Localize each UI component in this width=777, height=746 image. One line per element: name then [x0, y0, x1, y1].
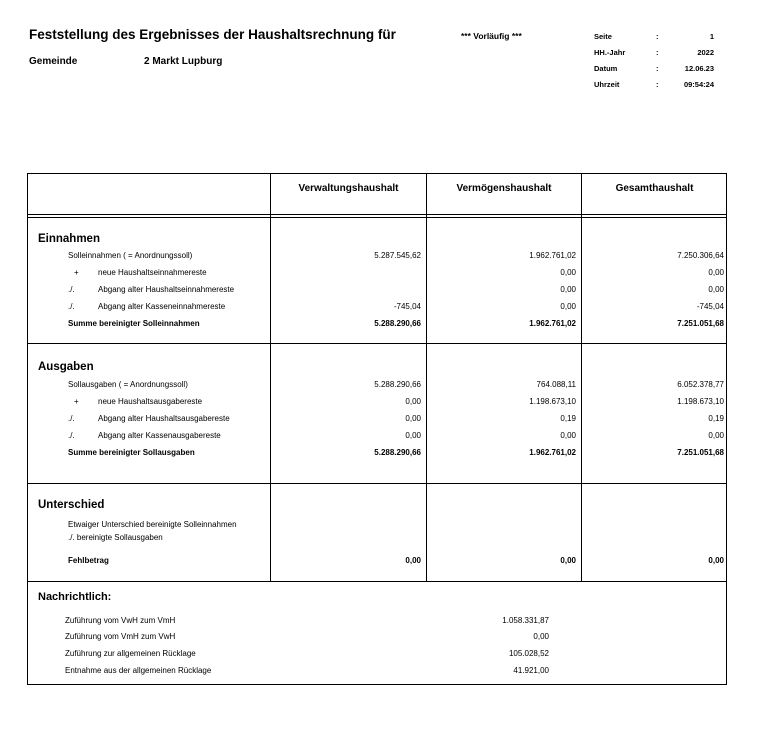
meta-datum-label: Datum	[594, 64, 618, 73]
einnahmen-row-ges: -745,04	[696, 302, 724, 311]
ausgaben-sum-ges: 7.251.051,68	[677, 448, 724, 457]
row-divider-1	[27, 214, 727, 215]
nachrichtlich-row-label: Zuführung vom VwH zum VmH	[65, 616, 176, 625]
ausgaben-row-label: neue Haushaltsausgabereste	[98, 397, 203, 406]
ausgaben-row-label: Abgang alter Haushaltsausgabereste	[98, 414, 230, 423]
col-header-vwh: Verwaltungshaushalt	[298, 183, 399, 194]
meta-uhrzeit-sep: :	[656, 80, 659, 89]
ausgaben-row-vwh: 5.288.290,66	[374, 380, 421, 389]
ausgaben-row-vwh: 0,00	[405, 431, 421, 440]
einnahmen-row-sign: +	[74, 268, 79, 277]
nachrichtlich-row-label: Zuführung zur allgemeinen Rücklage	[65, 649, 196, 658]
nachrichtlich-row-value: 1.058.331,87	[502, 616, 549, 625]
einnahmen-row-vmh: 0,00	[560, 268, 576, 277]
col-divider-3	[581, 173, 582, 582]
meta-uhrzeit-label: Uhrzeit	[594, 80, 620, 89]
nachrichtlich-row-value: 41.921,00	[513, 666, 549, 675]
section-title-nachrichtlich: Nachrichtlich:	[38, 591, 112, 603]
meta-datum-value: 12.06.23	[684, 64, 714, 73]
meta-jahr-sep: :	[656, 48, 659, 57]
einnahmen-row-vmh: 0,00	[560, 302, 576, 311]
einnahmen-row-label: Solleinnahmen ( = Anordnungssoll)	[68, 251, 193, 260]
einnahmen-row-sign: ./.	[68, 285, 75, 294]
einnahmen-row-ges: 7.250.306,64	[677, 251, 724, 260]
section-title-einnahmen: Einnahmen	[38, 233, 100, 245]
einnahmen-row-vwh: -745,04	[393, 302, 421, 311]
einnahmen-sum-ges: 7.251.051,68	[677, 319, 724, 328]
einnahmen-row-sign: ./.	[68, 302, 75, 311]
gemeinde-name: 2 Markt Lupburg	[144, 56, 223, 67]
meta-datum-sep: :	[656, 64, 659, 73]
einnahmen-row-vwh: 5.287.545,62	[374, 251, 421, 260]
ausgaben-row-vmh: 0,00	[560, 431, 576, 440]
section-title-unterschied: Unterschied	[38, 499, 105, 511]
einnahmen-row-vmh: 1.962.761,02	[529, 251, 576, 260]
einnahmen-row-vmh: 0,00	[560, 285, 576, 294]
fehlbetrag-label: Fehlbetrag	[68, 556, 109, 565]
ausgaben-row-sign: +	[74, 397, 79, 406]
ausgaben-row-ges: 1.198.673,10	[677, 397, 724, 406]
ausgaben-sum-vwh: 5.288.290,66	[374, 448, 421, 457]
ausgaben-row-vwh: 0,00	[405, 414, 421, 423]
ausgaben-row-vwh: 0,00	[405, 397, 421, 406]
meta-seite-label: Seite	[594, 32, 612, 41]
ausgaben-row-ges: 6.052.378,77	[677, 380, 724, 389]
ausgaben-row-ges: 0,00	[708, 431, 724, 440]
nachrichtlich-row-label: Entnahme aus der allgemeinen Rücklage	[65, 666, 212, 675]
status-label: *** Vorläufig ***	[461, 31, 522, 41]
ausgaben-row-label: Sollausgaben ( = Anordnungssoll)	[68, 380, 188, 389]
nachrichtlich-row-label: Zuführung vom VmH zum VwH	[65, 632, 176, 641]
meta-seite-value: 1	[709, 32, 714, 41]
section-title-ausgaben: Ausgaben	[38, 361, 94, 373]
meta-jahr-label: HH.-Jahr	[594, 48, 626, 57]
col-header-ges: Gesamthaushalt	[615, 183, 694, 194]
ausgaben-sum-label: Summe bereinigter Sollausgaben	[68, 448, 195, 457]
ausgaben-row-ges: 0,19	[708, 414, 724, 423]
col-divider-2	[426, 173, 427, 582]
einnahmen-row-label: Abgang alter Haushaltseinnahmereste	[98, 285, 235, 294]
meta-seite-sep: :	[656, 32, 659, 41]
ausgaben-row-vmh: 0,19	[560, 414, 576, 423]
einnahmen-sum-vmh: 1.962.761,02	[529, 319, 576, 328]
ausgaben-row-label: Abgang alter Kassenausgabereste	[98, 431, 221, 440]
unterschied-line-1: Etwaiger Unterschied bereinigte Solleinnahmen	[68, 520, 237, 529]
unterschied-line-2: ./. bereinigte Sollausgaben	[68, 533, 163, 542]
fehlbetrag-vwh: 0,00	[405, 556, 421, 565]
row-divider-3	[27, 483, 727, 484]
nachrichtlich-row-value: 0,00	[533, 632, 549, 641]
ausgaben-row-vmh: 1.198.673,10	[529, 397, 576, 406]
col-header-vmh: Vermögenshaushalt	[456, 183, 552, 194]
meta-uhrzeit-value: 09:54:24	[683, 80, 714, 89]
einnahmen-sum-vwh: 5.288.290,66	[374, 319, 421, 328]
einnahmen-sum-label: Summe bereinigter Solleinnahmen	[68, 319, 200, 328]
row-divider-1b	[27, 217, 727, 218]
nachrichtlich-row-value: 105.028,52	[508, 649, 549, 658]
ausgaben-row-sign: ./.	[68, 414, 75, 423]
einnahmen-row-label: neue Haushaltseinnahmereste	[98, 268, 207, 277]
ausgaben-row-vmh: 764.088,11	[536, 380, 576, 389]
einnahmen-row-label: Abgang alter Kasseneinnahmereste	[98, 302, 226, 311]
gemeinde-label: Gemeinde	[29, 56, 78, 67]
meta-jahr-value: 2022	[697, 48, 714, 57]
ausgaben-sum-vmh: 1.962.761,02	[529, 448, 576, 457]
row-divider-2	[27, 343, 727, 344]
page-title: Feststellung des Ergebnisses der Haushaltsrechnung für	[29, 27, 396, 42]
einnahmen-row-ges: 0,00	[708, 285, 724, 294]
ausgaben-row-sign: ./.	[68, 431, 75, 440]
fehlbetrag-vmh: 0,00	[560, 556, 576, 565]
col-divider-1	[270, 173, 271, 582]
einnahmen-row-ges: 0,00	[708, 268, 724, 277]
fehlbetrag-ges: 0,00	[708, 556, 724, 565]
